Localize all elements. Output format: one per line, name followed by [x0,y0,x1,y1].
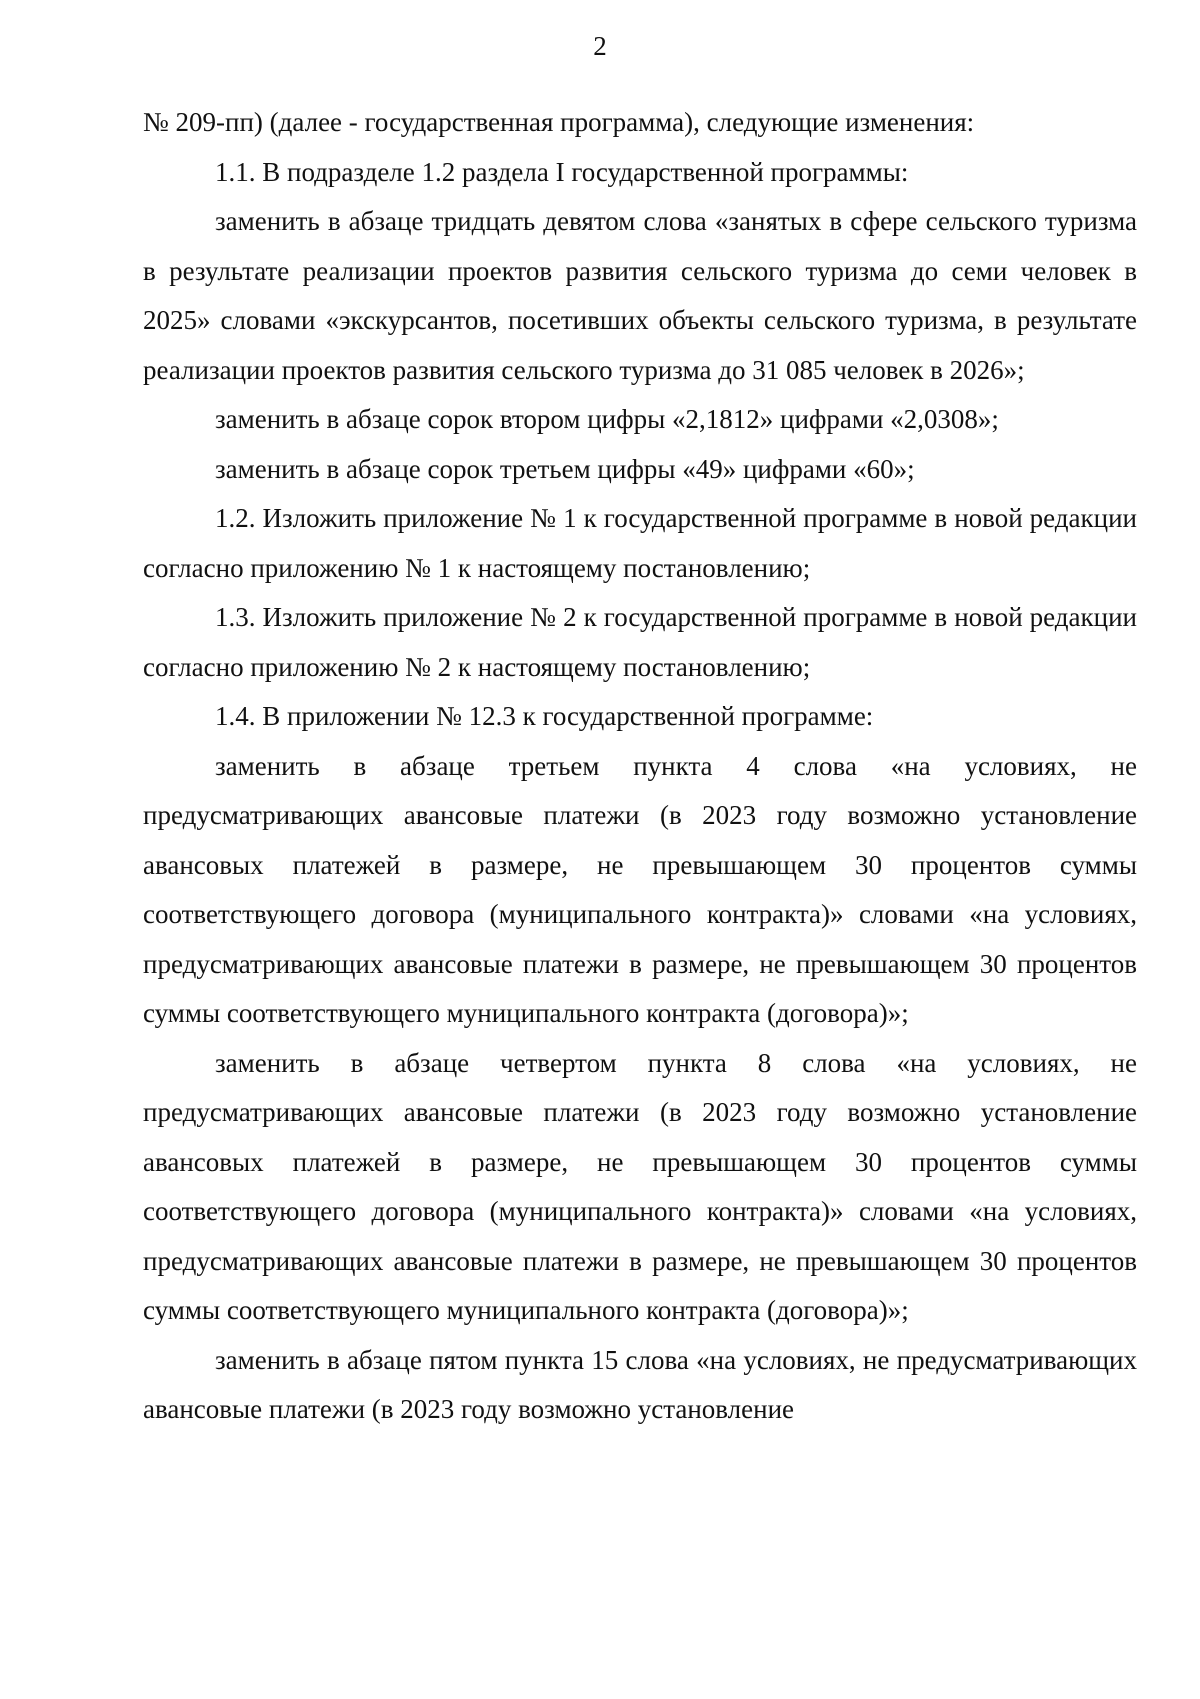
document-body [143,98,1137,1435]
paragraph-point-8: заменить в абзаце четвертом пункта 8 слова «на условиях, не предусматривающих авансовые платежи (в 2023 году возможно установление авансовых платежей в размере, не превышающем 30 процентов суммы соответствующего договора (муниципального контракта)» словами «на условиях, предусматривающих авансовые платежи в размере, не превышающем 30 процентов суммы соответствующего муниципального контракта (договора)»; [143,1047,1137,1325]
paragraph-continuation: № 209-пп) (далее - государственная программа), следующие изменения: [143,107,975,137]
paragraph-replace-43: заменить в абзаце сорок третьем цифры «49» цифрами «60»; [215,453,915,484]
paragraph-item-1-2: 1.2. Изложить приложение № 1 к государственной программе в новой редакции согласно приложению № 1 к настоящему постановлению; [143,503,1137,583]
paragraph-replace-42: заменить в абзаце сорок втором цифры «2,1812» цифрами «2,0308»; [215,404,999,434]
paragraph-item-1-4: 1.4. В приложении № 12.3 к государственной программе: [215,701,874,731]
paragraph-point-4: заменить в абзаце третьем пункта 4 слова «на условиях, не предусматривающих авансовые платежи (в 2023 году возможно установление авансовых платежей в размере, не превышающем 30 процентов суммы соответствующего договора (муниципального контракта)» словами «на условиях, предусматривающих авансовые платежи в размере, не превышающем 30 процентов суммы соответствующего муниципального контракта (договора)»; [143,750,1137,1028]
paragraph-replace-39: заменить в абзаце тридцать девятом слова «занятых в сфере сельского туризма в результате реализации проектов развития сельского туризма до семи человек в 2025» словами «экскурсантов, посетивших объекты сельского туризма, в результате реализации проектов развития сельского туризма до 31 085 человек в 2026»; [143,206,1137,385]
paragraph-item-1-3: 1.3. Изложить приложение № 2 к государственной программе в новой редакции согласно приложению № 2 к настоящему постановлению; [143,602,1137,682]
page-number: 2 [593,31,607,61]
paragraph-item-1-1: 1.1. В подразделе 1.2 раздела I государственной программы: [215,156,909,187]
paragraph-point-15: заменить в абзаце пятом пункта 15 слова «на условиях, не предусматривающих авансовые платежи (в 2023 году возможно установление [143,1344,1137,1424]
